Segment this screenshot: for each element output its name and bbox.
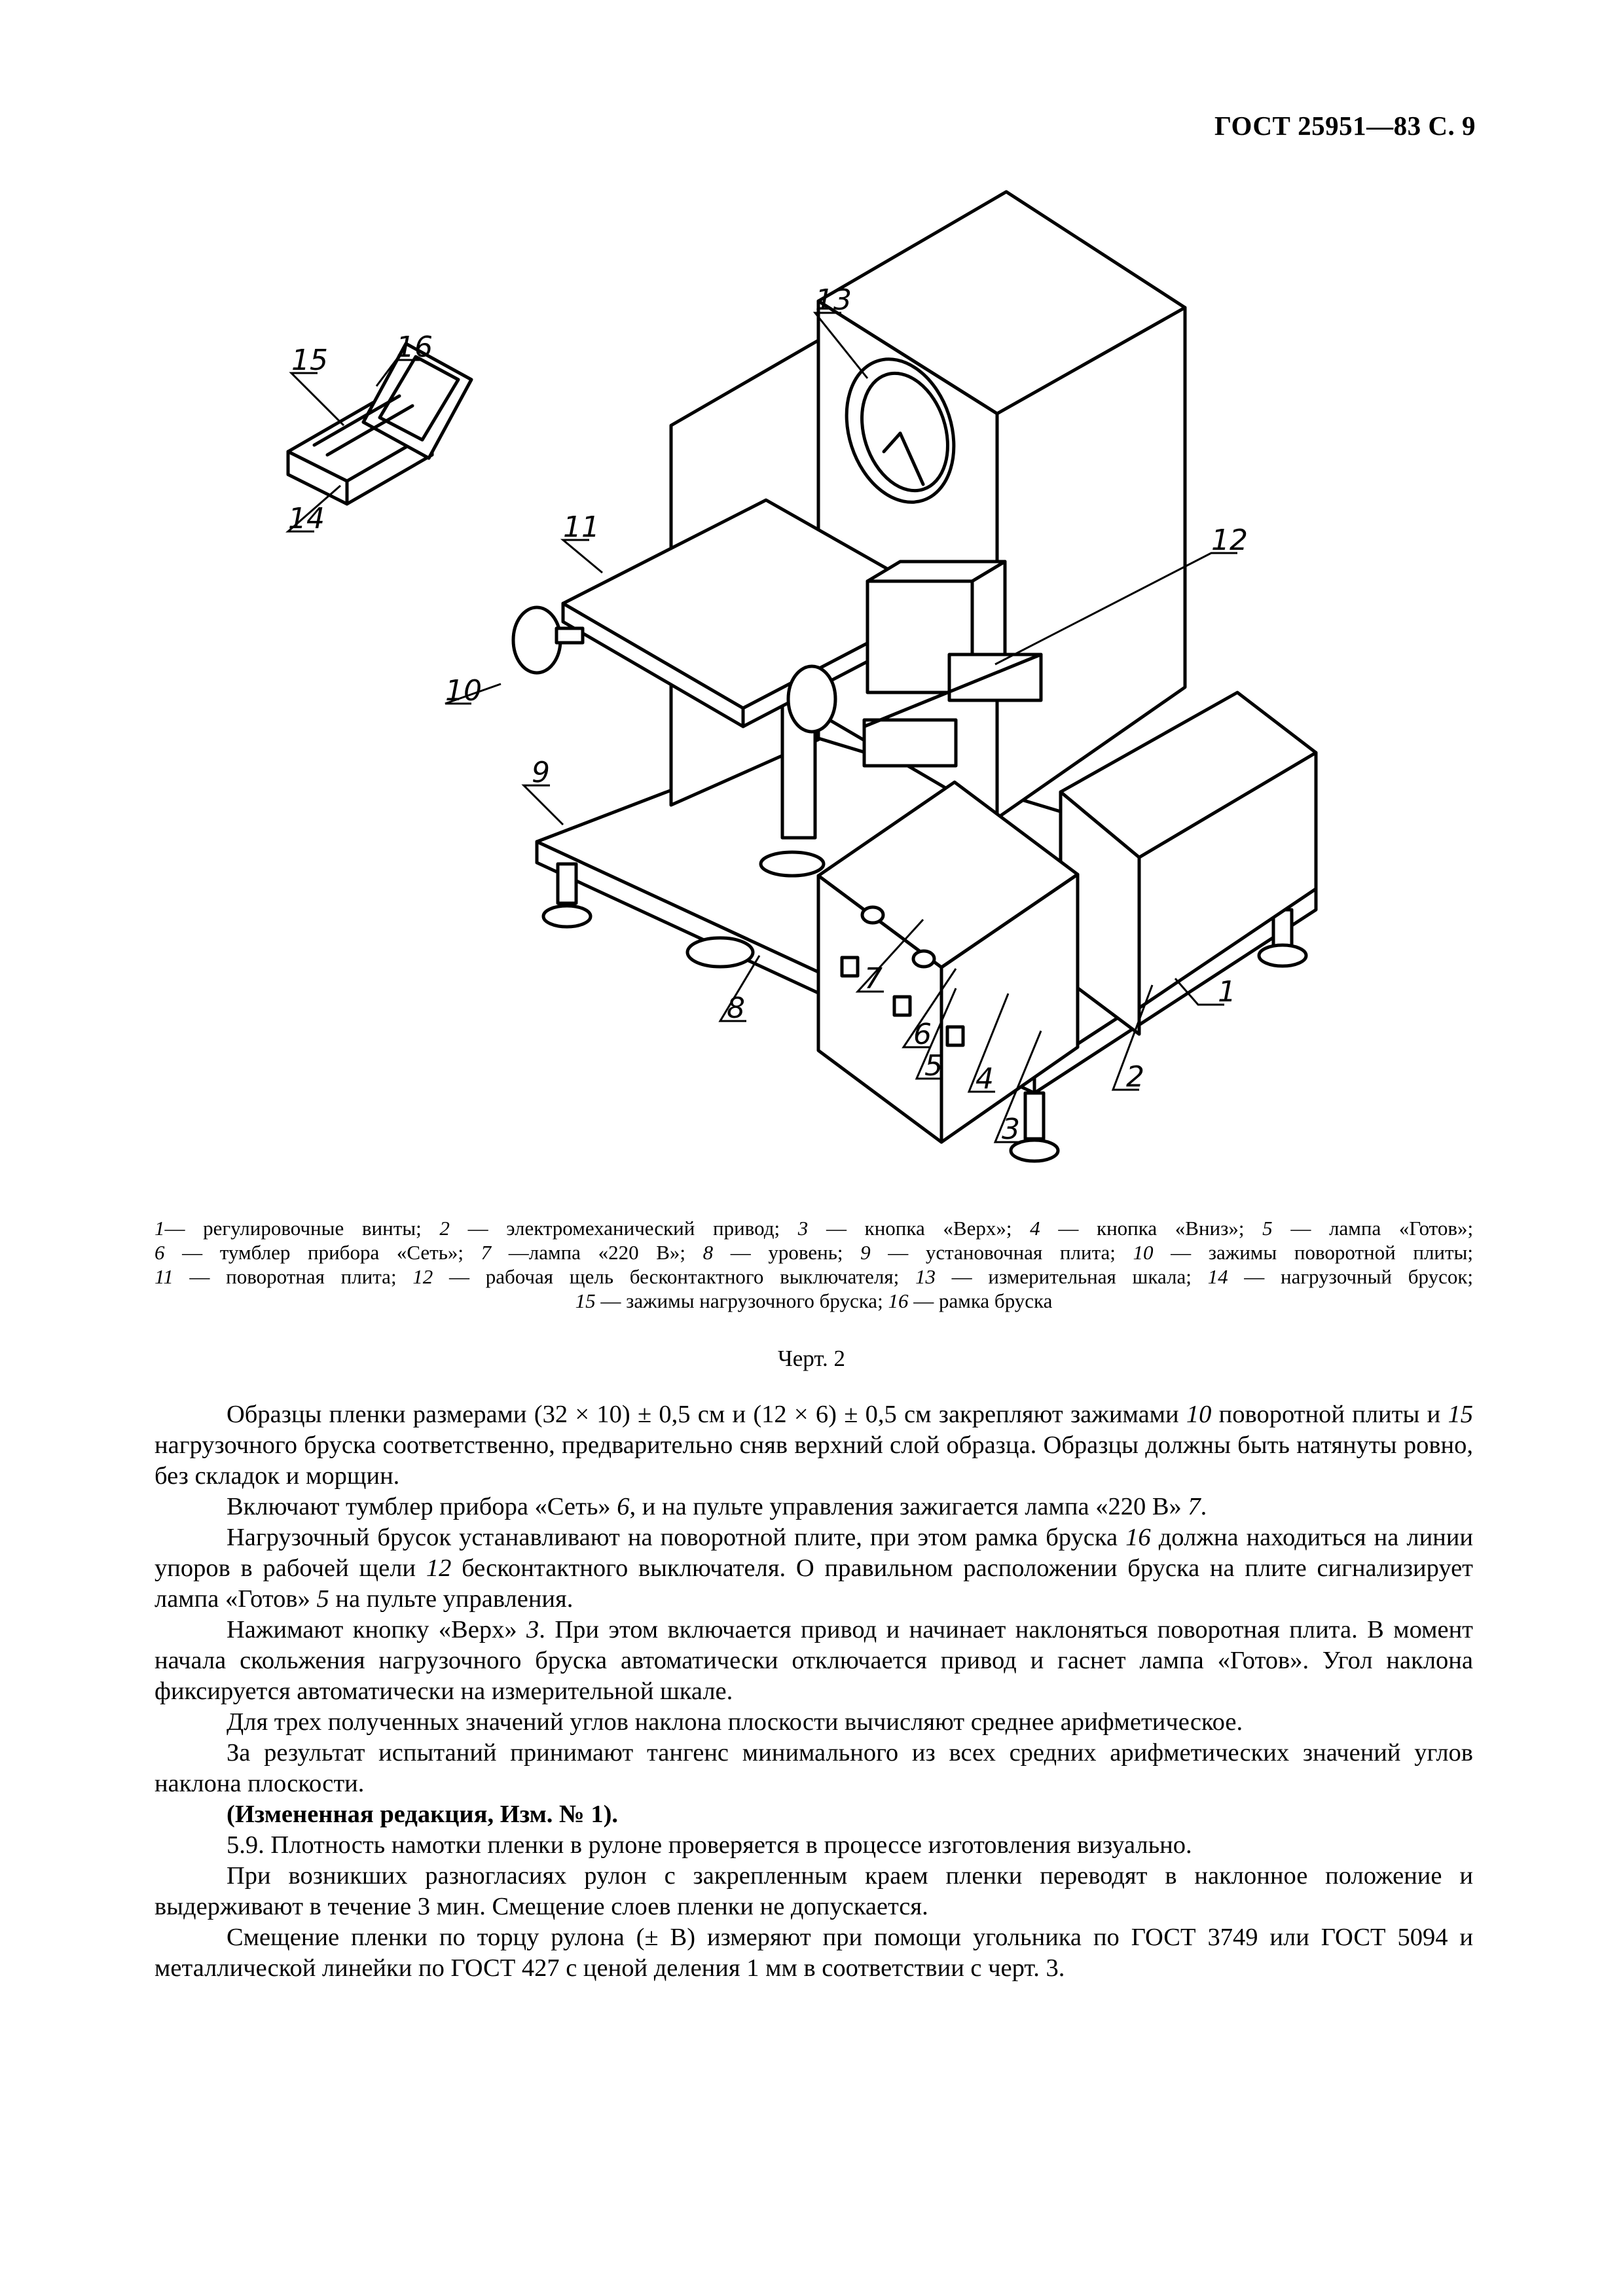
legend-num: 14 [1207,1265,1228,1288]
callout-11: 11 [563,511,600,544]
callout-6: 6 [913,1018,932,1051]
legend-text: — нагрузочный брусок; [1228,1265,1474,1288]
callout-1: 1 [1218,975,1236,1009]
legend-num: 15 [575,1289,596,1312]
level [687,938,753,967]
callout-8: 8 [727,992,745,1025]
legend-num: 1 [155,1217,165,1240]
legend-line [155,1265,1473,1289]
paragraph: За результат испытаний принимают тангенс минимального из всех средних арифметических значений углов наклона плоскости. [155,1739,1473,1797]
figure-legend [155,1216,1473,1313]
section-5-9: 5.9. Плотность намотки пленки в рулоне проверяется в процессе изготовления визуально. [227,1831,1192,1859]
legend-text: — кнопка «Вниз»; [1040,1217,1245,1240]
body-text [155,1399,1473,1984]
legend-num: 12 [412,1265,433,1288]
legend-num: 16 [888,1289,909,1312]
legend-text: — кнопка «Верх»; [808,1217,1012,1240]
paragraph: Нагрузочный брусок устанавливают на поворотной плите, при этом рамка бруска 16 должна находиться на линии упоров в рабочей щели 12 бесконтактного выключателя. О правильном расположении бруска на плите сигнализирует лампа «Готов» 5 на пульте управления. [155,1524,1474,1613]
apparatus-drawing-svg [275,177,1355,1211]
legend-text: — регулировочные винты; [164,1217,422,1240]
paragraph: Образцы пленки размерами (32 × 10) ± 0,5 см и (12 × 6) ± 0,5 см закрепляют зажимами 10 поворотной плиты и 15 нагрузочного бруска соответственно, предварительно сняв верхний слой образца. Образцы должны быть натянуты ровно, без складок и морщин. [155,1401,1473,1490]
callout-12: 12 [1211,524,1248,557]
legend-num: 3 [797,1217,809,1240]
legend-num: 2 [439,1217,450,1240]
legend-text: —лампа «220 В»; [491,1241,686,1264]
legend-text: — рамка бруска [908,1289,1053,1312]
legend-text: — тумблер прибора «Сеть»; [164,1241,464,1264]
legend-num: 11 [155,1265,173,1288]
legend-line [155,1289,1473,1313]
callout-2: 2 [1126,1060,1144,1094]
callout-13: 13 [815,283,852,317]
legend-num: 5 [1262,1217,1273,1240]
technical-drawing [275,177,1355,1211]
callout-7: 7 [864,962,883,996]
paragraph: Смещение пленки по торцу рулона (± В) измеряют при помощи угольника по ГОСТ 3749 или ГОСТ 5094 и металлической линейки по ГОСТ 427 с ценой деления 1 мм в соответствии с черт. 3. [155,1924,1473,1982]
legend-text: — зажимы поворотной плиты; [1153,1241,1474,1264]
legend-line [155,1240,1473,1265]
callout-5: 5 [924,1049,943,1083]
legend-num: 7 [481,1241,492,1264]
paragraph: Нажимают кнопку «Верх» 3. При этом включается привод и начинает наклоняться поворотная плита. В момент начала скольжения нагрузочного бруска автоматически отключается привод и гаснет лампа «Готов». Угол наклона фиксируется автоматически на измерительной шкале. [155,1616,1474,1705]
paragraph: Для трех полученных значений углов наклона плоскости вычисляют среднее арифметическое. [227,1708,1243,1736]
callout-14: 14 [288,502,325,535]
figure-caption: Черт. 2 [778,1346,845,1371]
callout-9: 9 [532,756,550,789]
legend-num: 6 [155,1241,165,1264]
legend-num: 9 [860,1241,871,1264]
legend-text: — зажимы нагрузочного бруска; [595,1289,883,1312]
callout-16: 16 [396,331,433,364]
amendment-note: (Измененная редакция, Изм. № 1). [227,1801,619,1828]
page-header: ГОСТ 25951—83 С. 9 [1214,111,1476,141]
callout-4: 4 [976,1062,994,1096]
legend-text: — измерительная шкала; [935,1265,1192,1288]
legend-text: — поворотная плита; [173,1265,397,1288]
legend-text: — электромеханический привод; [449,1217,780,1240]
legend-text: — установочная плита; [870,1241,1116,1264]
callout-3: 3 [1002,1113,1020,1146]
legend-num: 4 [1030,1217,1040,1240]
legend-text: — уровень; [713,1241,843,1264]
paragraph: Включают тумблер прибора «Сеть» 6, и на пульте управления зажигается лампа «220 В» 7. [227,1493,1207,1520]
legend-num: 13 [915,1265,936,1288]
legend-text: — лампа «Готов»; [1272,1217,1474,1240]
paragraph: При возникших разногласиях рулон с закрепленным краем пленки переводят в наклонное положение и выдерживают в течение 3 мин. Смещение слоев пленки не допускается. [155,1862,1473,1920]
callout-15: 15 [291,344,328,377]
legend-num: 8 [702,1241,714,1264]
legend-num: 10 [1133,1241,1154,1264]
legend-text: — рабочая щель бесконтактного выключателя; [433,1265,900,1288]
legend-line [155,1216,1473,1240]
callout-10: 10 [445,674,482,708]
